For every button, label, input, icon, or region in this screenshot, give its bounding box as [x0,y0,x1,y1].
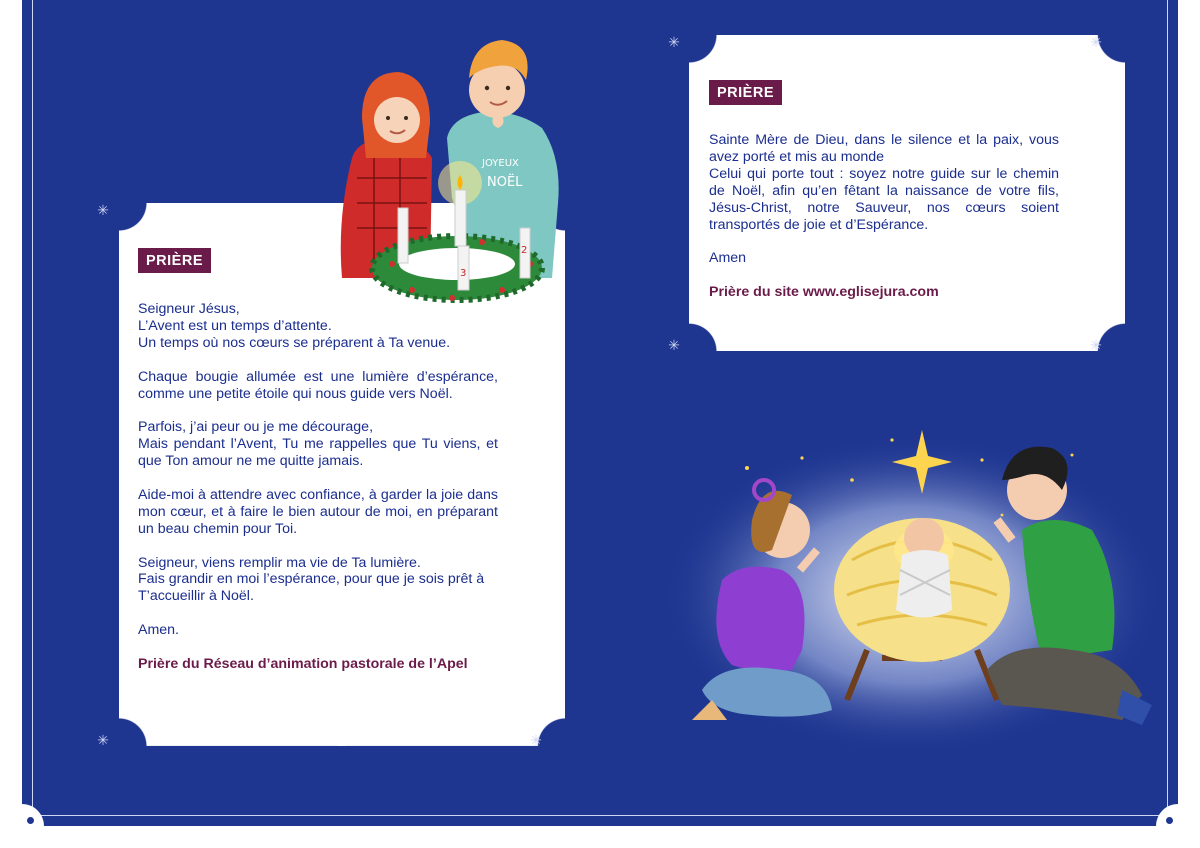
candle-number: 3 [460,268,467,279]
prayer-paragraph [138,622,498,639]
right-prayer-badge: PRIÈRE [709,80,782,105]
prayer-line: Un temps où nos cœurs se préparent à Ta venue. [138,334,451,351]
advent-wreath-illustration [312,28,572,306]
prayer-line: Parfois, j’ai peur ou je me décourage, [138,419,374,436]
right-prayer-credit: Prière du site www.eglisejura.com [709,284,939,301]
prayer-line: Mais pendant l’Avent, Tu me rappelles que Tu viens, et que Ton amour ne me quitte jamais. [138,436,498,470]
nativity-illustration [652,420,1172,760]
prayer-line: Celui qui porte tout : soyez notre guide sur le chemin de Noël, afin qu’en fêtant la naissance de votre fils, Jésus-Christ, notre Sauveur, nos cœurs soient transportés de joie et d’Espérance. [709,165,1059,233]
sparkle-icon: ✳ [668,337,680,353]
prayer-line: Amen [709,250,747,267]
sweater-text: NOËL [487,175,523,190]
left-prayer-credit: Prière du Réseau d’animation pastorale de l’Apel [138,655,468,672]
prayer-paragraph [138,301,498,352]
sparkle-icon: ✳ [1090,34,1102,50]
sparkle-icon: ✳ [97,202,109,218]
prayer-paragraph [709,132,1059,233]
corner-dot [1166,817,1173,824]
sparkle-icon: ✳ [1090,337,1102,353]
sparkle-icon: ✳ [97,732,109,748]
right-prayer-text [709,132,1059,318]
prayer-paragraph [709,250,1059,267]
sparkle-icon: ✳ [530,732,542,748]
candle-number: 2 [521,245,528,256]
prayer-line: Sainte Mère de Dieu, dans le silence et la paix, vous avez porté et mis au monde [709,132,1059,165]
prayer-line: Amen. [138,622,180,639]
page-spread [22,0,1178,826]
sweater-text: JOYEUX [482,158,519,169]
prayer-paragraph: Chaque bougie allumée est une lumière d’espérance, comme une petite étoile qui nous guide vers Noël. [138,368,498,402]
corner-dot [27,817,34,824]
left-prayer-text [138,301,498,690]
sparkle-icon: ✳ [668,34,680,50]
prayer-paragraph: Aide-moi à attendre avec confiance, à garder la joie dans mon cœur, et à faire le bien autour de moi, en préparant un beau chemin pour Toi. [138,486,498,537]
prayer-line: Fais grandir en moi l’espérance, pour que je sois prêt à T’accueillir à Noël. [138,571,485,605]
left-prayer-badge: PRIÈRE [138,248,211,273]
prayer-line: Seigneur, viens remplir ma vie de Ta lumière. [138,554,421,571]
prayer-paragraph [138,419,498,470]
prayer-line: Seigneur Jésus, [138,301,240,317]
prayer-line: L’Avent est un temps d’attente. [138,317,332,334]
prayer-paragraph [138,555,498,606]
